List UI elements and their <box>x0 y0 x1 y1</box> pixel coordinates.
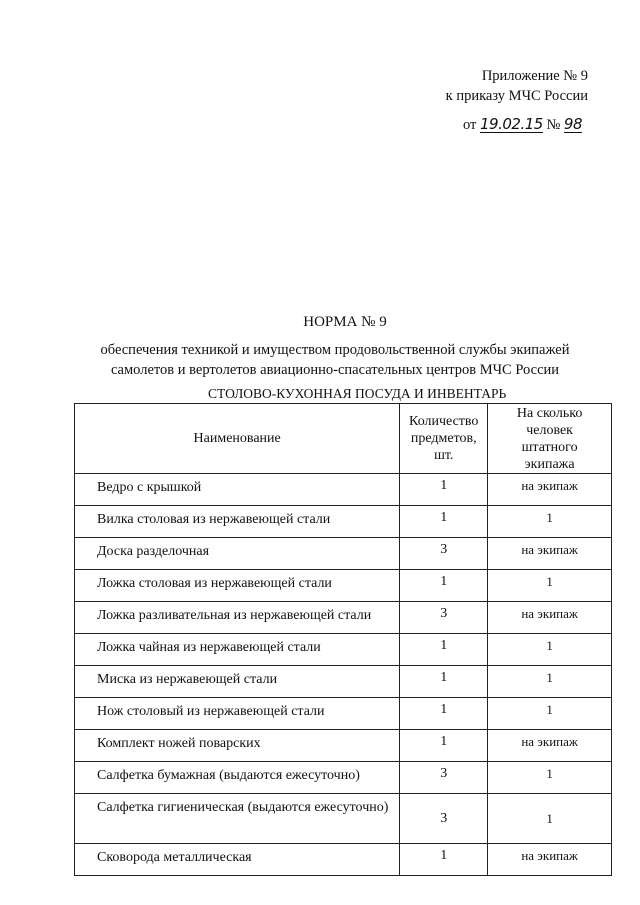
table-row <box>75 506 612 538</box>
header-quantity <box>400 404 488 474</box>
norms-table <box>74 403 612 876</box>
header-people-line3: штатного <box>521 439 578 455</box>
item-name: Ведро с крышкой <box>75 474 400 506</box>
table-row <box>75 762 612 794</box>
item-quantity: 3 <box>400 762 488 794</box>
item-people: 1 <box>488 762 612 794</box>
item-quantity: 1 <box>400 730 488 762</box>
table-header-row <box>75 404 612 474</box>
section-heading: СТОЛОВО-КУХОННАЯ ПОСУДА И ИНВЕНТАРЬ <box>208 386 507 401</box>
from-label: от <box>462 117 477 133</box>
item-name: Сковорода металлическая <box>75 844 400 876</box>
header-name: Наименование <box>75 404 400 474</box>
item-quantity: 3 <box>400 538 488 570</box>
subtitle-line-2: самолетов и вертолетов авиационно-спасательных центров МЧС России <box>110 362 560 378</box>
item-quantity: 1 <box>400 666 488 698</box>
item-quantity: 1 <box>400 506 488 538</box>
item-people: на экипаж <box>488 602 612 634</box>
number-label: № <box>546 117 561 133</box>
item-name: Салфетка бумажная (выдаются ежесуточно) <box>75 762 400 794</box>
table-row <box>75 666 612 698</box>
header-quantity-line3: шт. <box>434 448 454 463</box>
item-people: 1 <box>488 570 612 602</box>
header-people-line1: На сколько <box>516 405 583 421</box>
item-people: 1 <box>488 698 612 730</box>
item-quantity: 1 <box>400 844 488 876</box>
item-quantity: 1 <box>400 698 488 730</box>
item-quantity: 1 <box>400 570 488 602</box>
table-row <box>75 634 612 666</box>
item-quantity: 3 <box>400 794 488 844</box>
table-row <box>75 570 612 602</box>
appendix-block <box>446 66 588 106</box>
table-row <box>75 730 612 762</box>
item-name: Комплект ножей поварских <box>75 730 400 762</box>
header-people <box>488 404 612 474</box>
document-subtitle <box>0 340 640 380</box>
item-people: 1 <box>488 666 612 698</box>
table-row <box>75 794 612 844</box>
item-people: на экипаж <box>488 538 612 570</box>
header-people-line2: человек <box>526 422 573 438</box>
item-quantity: 1 <box>400 634 488 666</box>
handwritten-date: 19.02.15 <box>480 115 543 133</box>
header-quantity-line2: предметов, <box>410 431 477 446</box>
item-quantity: 1 <box>400 474 488 506</box>
order-date-number <box>463 116 582 134</box>
item-name: Вилка столовая из нержавеющей стали <box>75 506 400 538</box>
item-name: Ложка столовая из нержавеющей стали <box>75 570 400 602</box>
item-people: 1 <box>488 794 612 844</box>
document-title: НОРМА № 9 <box>303 314 387 330</box>
subtitle-line-1: обеспечения техникой и имуществом продовольственной службы экипажей <box>100 342 570 358</box>
item-name: Ложка разливательная из нержавеющей стали <box>75 602 400 634</box>
item-name: Доска разделочная <box>75 538 400 570</box>
table-row <box>75 602 612 634</box>
item-people: на экипаж <box>488 844 612 876</box>
appendix-title: Приложение № 9 <box>481 68 588 84</box>
item-name: Нож столовый из нержавеющей стали <box>75 698 400 730</box>
item-people: 1 <box>488 634 612 666</box>
header-quantity-line1: Количество <box>409 414 479 429</box>
table-row <box>75 698 612 730</box>
item-people: 1 <box>488 506 612 538</box>
handwritten-number: 98 <box>563 115 582 133</box>
item-people: на экипаж <box>488 474 612 506</box>
table-row <box>75 538 612 570</box>
table-row <box>75 844 612 876</box>
item-people: на экипаж <box>488 730 612 762</box>
header-people-line4: экипажа <box>524 456 575 472</box>
appendix-order-ref: к приказу МЧС России <box>445 88 588 104</box>
table-row <box>75 474 612 506</box>
item-name: Ложка чайная из нержавеющей стали <box>75 634 400 666</box>
item-name: Миска из нержавеющей стали <box>75 666 400 698</box>
item-name: Салфетка гигиеническая (выдаются ежесуточно) <box>75 794 400 844</box>
item-quantity: 3 <box>400 602 488 634</box>
